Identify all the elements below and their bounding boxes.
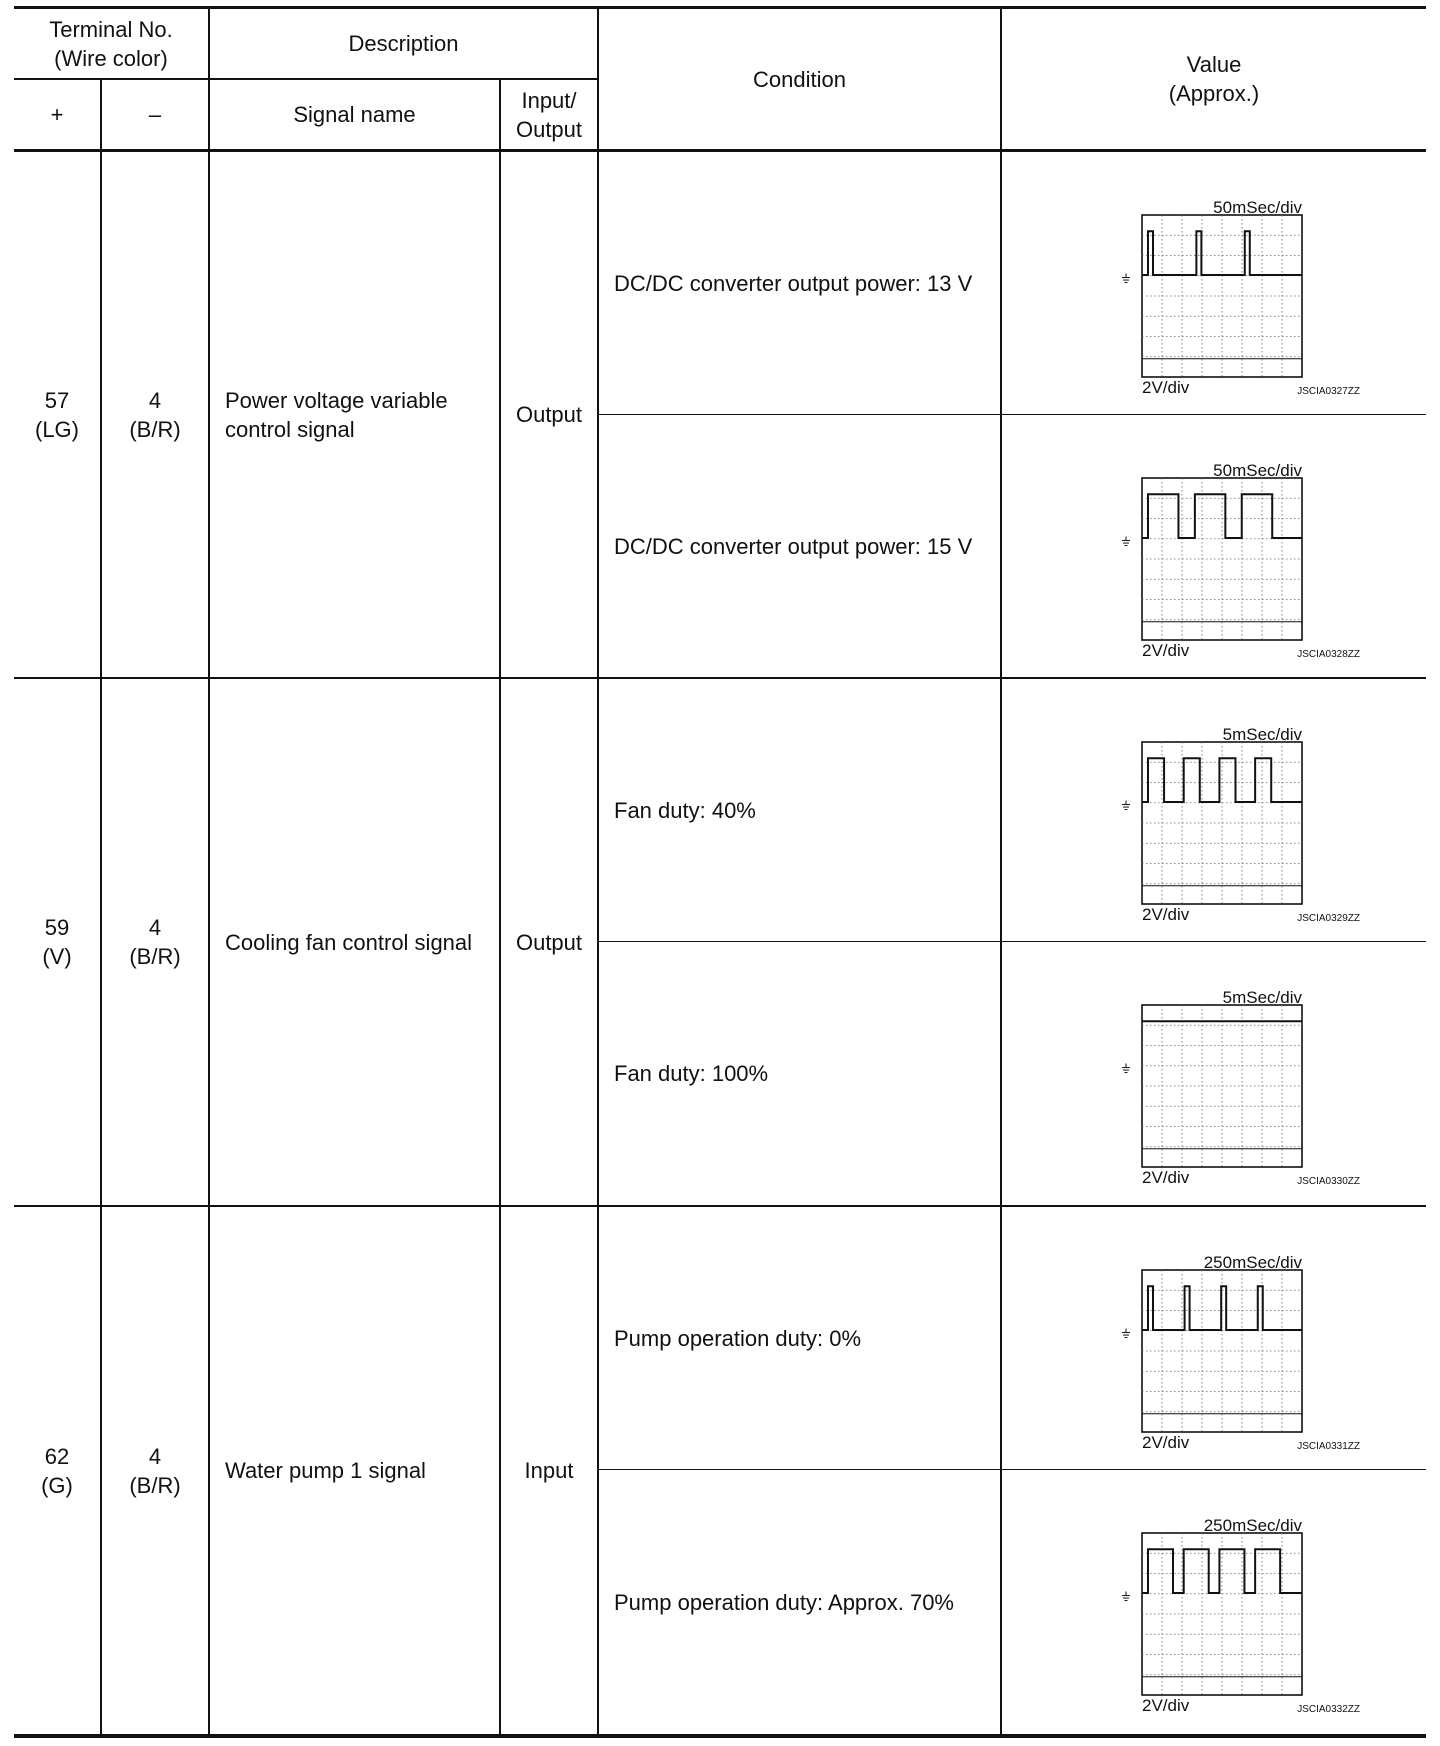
- row1-io: Output: [515, 402, 583, 427]
- header-approx-label: (Approx.): [1168, 81, 1260, 106]
- figure-code-label: JSCIA0332ZZ: [1297, 1704, 1360, 1715]
- ground-icon: [1122, 801, 1130, 810]
- row1-condition-2: DC/DC converter output power: 15 V: [614, 533, 973, 559]
- figure-code-label: JSCIA0329ZZ: [1297, 913, 1360, 924]
- row1-condition-1: DC/DC converter output power: 13 V: [614, 270, 973, 296]
- voltage-division-label: 2V/div: [1142, 1433, 1190, 1452]
- scope-grid: [1142, 215, 1302, 377]
- row3-signal-name: Water pump 1 signal: [225, 1458, 426, 1483]
- oscilloscope-graphic: [1114, 987, 1360, 1187]
- header-signal-name: Signal name: [293, 102, 416, 127]
- figure-code-label: JSCIA0331ZZ: [1297, 1441, 1360, 1452]
- ground-icon: [1122, 537, 1130, 546]
- oscilloscope-waveform: [1114, 1515, 1360, 1715]
- header-wire-color-label: (Wire color): [54, 45, 168, 71]
- header-input-label: Input/: [521, 87, 577, 113]
- header-minus: –: [148, 102, 162, 127]
- oscilloscope-waveform: [1114, 724, 1360, 924]
- oscilloscope-waveform: [1114, 197, 1360, 397]
- header-terminal-no: [14, 9, 208, 78]
- row2-minus-terminal: 4 (B/R): [129, 915, 181, 969]
- voltage-division-label: 2V/div: [1142, 1168, 1190, 1187]
- scope-grid: [1142, 478, 1302, 640]
- voltage-division-label: 2V/div: [1142, 905, 1190, 924]
- col-rule-condition-value: [1000, 6, 1002, 1734]
- ground-icon: [1122, 1329, 1130, 1338]
- oscilloscope-graphic: [1114, 1515, 1360, 1715]
- row2-condition-1: Fan duty: 40%: [614, 797, 756, 823]
- figure-code-label: JSCIA0327ZZ: [1297, 386, 1360, 397]
- voltage-division-label: 2V/div: [1142, 378, 1190, 397]
- row3-condition-1: Pump operation duty: 0%: [614, 1325, 862, 1351]
- oscilloscope-graphic: [1114, 724, 1360, 924]
- row2-io: Output: [515, 929, 583, 955]
- header-input-output: [501, 80, 597, 149]
- scope-grid: [1142, 1005, 1302, 1167]
- header-condition: Condition: [753, 66, 846, 92]
- time-division-label: 5mSec/div: [1222, 725, 1302, 744]
- header-value-label: Value: [1186, 52, 1242, 77]
- voltage-division-label: 2V/div: [1142, 641, 1190, 660]
- oscilloscope-graphic: [1114, 197, 1360, 397]
- figure-code-label: JSCIA0330ZZ: [1297, 1176, 1360, 1187]
- oscilloscope-waveform: [1114, 1252, 1360, 1452]
- row2-condition-2: Fan duty: 100%: [614, 1061, 769, 1086]
- ground-icon: [1122, 1064, 1130, 1073]
- row1-minus-terminal: 4 (B/R): [129, 387, 181, 442]
- table-bottom-border: [14, 1734, 1426, 1738]
- ground-icon: [1122, 1592, 1130, 1601]
- header-plus: +: [50, 102, 64, 127]
- voltage-division-label: 2V/div: [1142, 1696, 1190, 1715]
- terminal-signal-table: [14, 6, 1426, 1739]
- row3-io: Input: [524, 1458, 574, 1483]
- row2-signal-name: Cooling fan control signal: [225, 929, 473, 955]
- scope-grid: [1142, 742, 1302, 904]
- oscilloscope-waveform: [1114, 460, 1360, 660]
- row3-condition-2: Pump operation duty: Approx. 70%: [614, 1589, 954, 1615]
- time-division-label: 250mSec/div: [1203, 1253, 1302, 1272]
- time-division-label: 250mSec/div: [1203, 1516, 1302, 1535]
- row2-plus-terminal: 59 (V): [42, 915, 72, 969]
- time-division-label: 50mSec/div: [1213, 461, 1302, 480]
- header-description: Description: [348, 31, 459, 56]
- time-division-label: 50mSec/div: [1213, 198, 1302, 217]
- figure-code-label: JSCIA0328ZZ: [1297, 649, 1360, 660]
- row3-plus-terminal: 62 (G): [41, 1443, 73, 1498]
- header-terminal-no-label: Terminal No.: [49, 16, 173, 42]
- waveform-trace: [1142, 1286, 1302, 1330]
- time-division-label: 5mSec/div: [1222, 988, 1302, 1007]
- oscilloscope-graphic: [1114, 1252, 1360, 1452]
- row3-minus-terminal: 4 (B/R): [129, 1443, 181, 1498]
- ground-icon: [1122, 274, 1130, 283]
- scope-grid: [1142, 1533, 1302, 1695]
- row1-plus-terminal: 57 (LG): [35, 387, 79, 442]
- oscilloscope-waveform: [1114, 987, 1360, 1187]
- header-value: [1002, 9, 1426, 149]
- row1-signal-name: Power voltage variable control signal: [225, 387, 448, 442]
- header-output-label: Output: [515, 116, 583, 142]
- oscilloscope-graphic: [1114, 460, 1360, 660]
